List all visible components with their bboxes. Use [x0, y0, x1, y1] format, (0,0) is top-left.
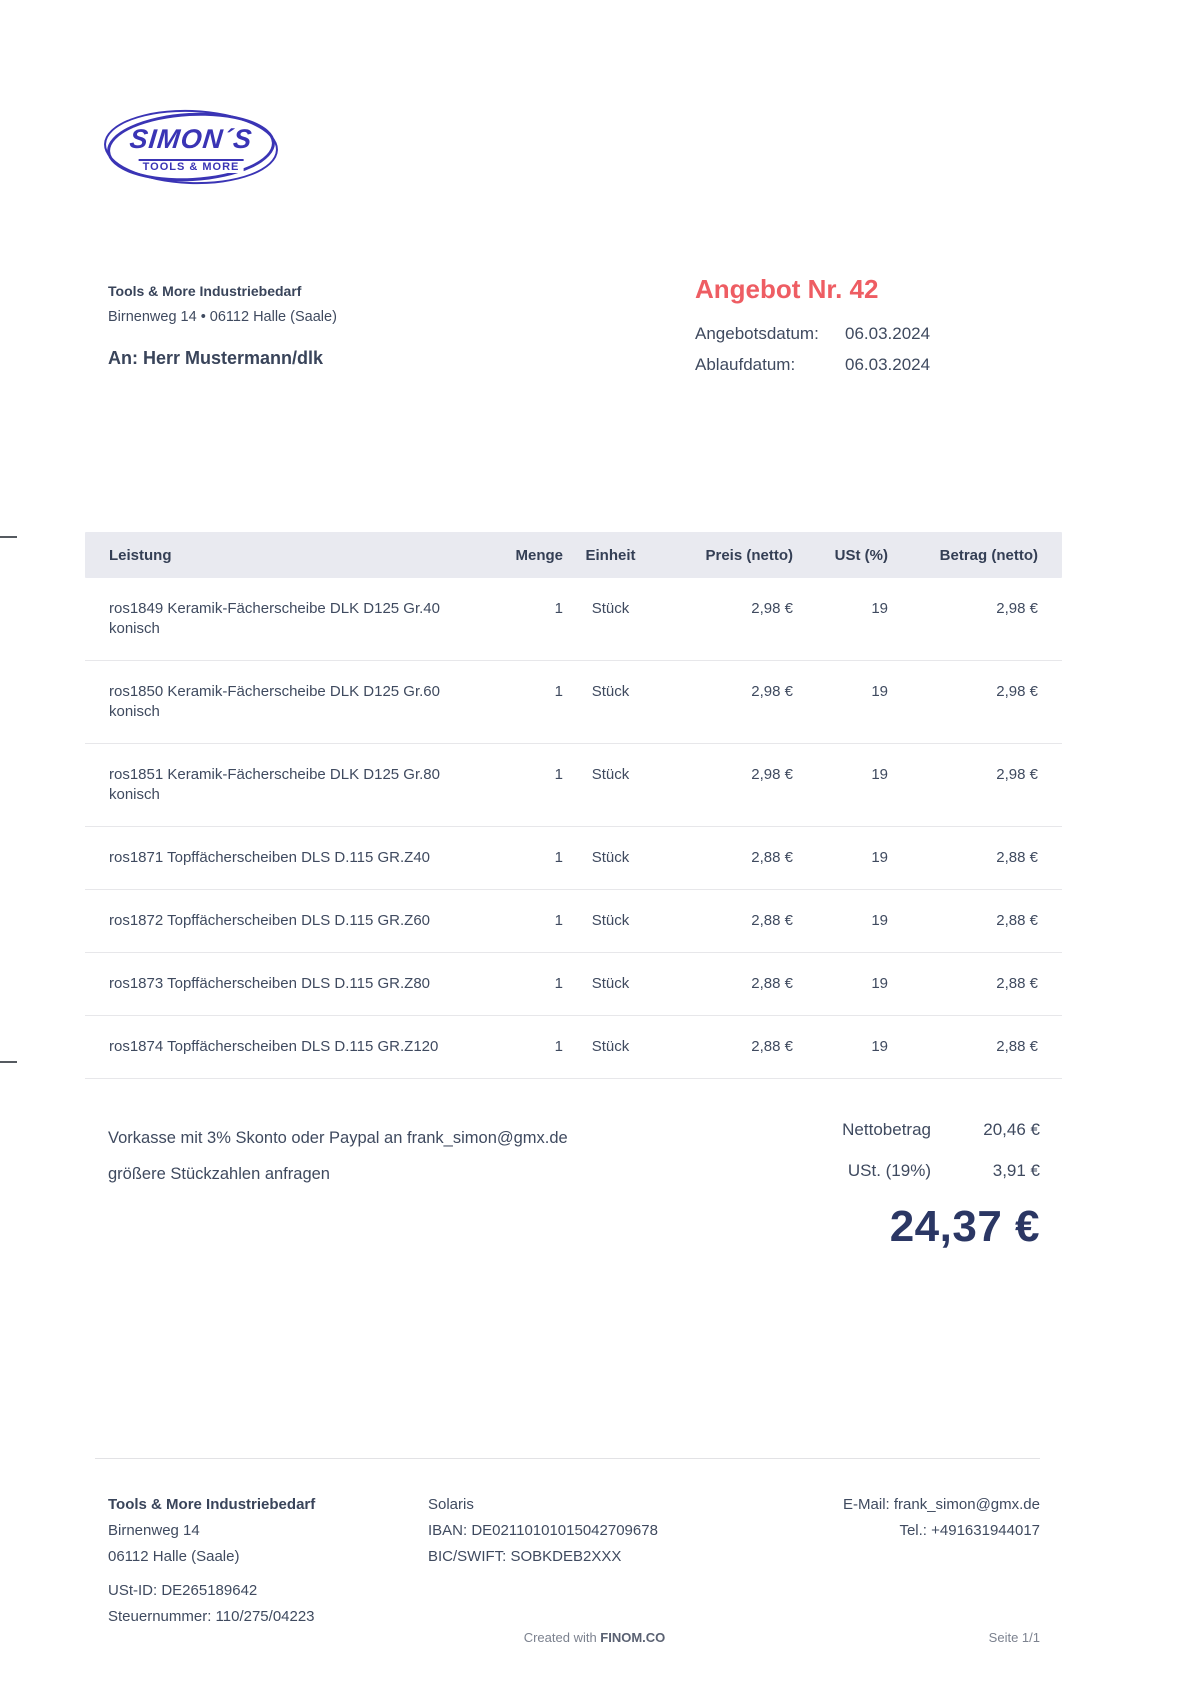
- cell-menge: 1: [554, 975, 563, 992]
- col-header-leistung: Leistung: [109, 546, 172, 564]
- offer-title: Angebot Nr. 42: [695, 274, 879, 304]
- cell-menge: 1: [554, 683, 563, 700]
- cell-betrag: 2,98 €: [996, 600, 1038, 617]
- col-header-preis: Preis (netto): [705, 546, 793, 564]
- col-header-ust: USt (%): [834, 546, 888, 564]
- cell-betrag: 2,88 €: [996, 1038, 1038, 1055]
- cell-einheit: Stück: [591, 1038, 630, 1055]
- cell-preis: 2,88 €: [751, 975, 793, 992]
- table-row: [85, 578, 1062, 661]
- footer-tax-number: Steuernummer: 110/275/04223: [108, 1608, 315, 1625]
- cell-menge: 1: [554, 766, 563, 783]
- footer-bic: BIC/SWIFT: SOBKDEB2XXX: [428, 1548, 622, 1565]
- grand-total: 24,37 €: [889, 1202, 1040, 1251]
- offer-date-label: Angebotsdatum:: [695, 324, 819, 343]
- col-header-menge: Menge: [515, 546, 563, 564]
- cell-ust: 19: [871, 766, 888, 783]
- cell-menge: 1: [554, 600, 563, 617]
- cell-ust: 19: [871, 1038, 888, 1055]
- cell-betrag: 2,98 €: [996, 766, 1038, 783]
- cell-preis: 2,98 €: [751, 766, 793, 783]
- col-header-betrag: Betrag (netto): [939, 546, 1038, 564]
- cell-leistung: ros1873 Topffächerscheiben DLS D.115 GR.Z80: [109, 975, 431, 992]
- cell-einheit: Stück: [591, 849, 630, 866]
- cell-leistung: ros1874 Topffächerscheiben DLS D.115 GR.Z120: [109, 1038, 439, 1055]
- cell-ust: 19: [871, 849, 888, 866]
- cell-preis: 2,88 €: [751, 912, 793, 929]
- logo-title: SIMON´S: [128, 124, 254, 154]
- net-total-value: 20,46 €: [983, 1120, 1040, 1139]
- cell-einheit: Stück: [591, 600, 630, 617]
- recipient-line: An: Herr Mustermann/dlk: [108, 348, 324, 368]
- footer-company-column: [108, 1492, 315, 1630]
- cell-betrag: 2,88 €: [996, 912, 1038, 929]
- company-logo: [104, 110, 278, 184]
- footer-divider: [95, 1458, 1040, 1459]
- cell-einheit: Stück: [591, 683, 630, 700]
- logo-subtitle: TOOLS & MORE: [139, 159, 244, 173]
- table-header-row: [85, 532, 1062, 578]
- cell-ust: 19: [871, 912, 888, 929]
- table-row: [85, 953, 1062, 1016]
- created-with-brand: FINOM.CO: [600, 1630, 666, 1645]
- cell-betrag: 2,98 €: [996, 683, 1038, 700]
- net-total-label: Nettobetrag: [842, 1120, 931, 1139]
- footer-bank-name: Solaris: [428, 1496, 474, 1513]
- cell-menge: 1: [554, 849, 563, 866]
- footer-contact-column: [843, 1492, 1040, 1544]
- footer-email: E-Mail: frank_simon@gmx.de: [843, 1496, 1040, 1513]
- footer-company-city: 06112 Halle (Saale): [108, 1548, 240, 1565]
- cell-menge: 1: [554, 1038, 563, 1055]
- cell-ust: 19: [871, 600, 888, 617]
- cell-einheit: Stück: [591, 766, 630, 783]
- sender-name: Tools & More Industriebedarf: [108, 283, 302, 299]
- offer-expiry-label: Ablaufdatum:: [695, 355, 796, 374]
- offer-expiry-value: 06.03.2024: [845, 355, 931, 374]
- fold-mark: [0, 1061, 17, 1063]
- table-row: [85, 744, 1062, 827]
- cell-ust: 19: [871, 683, 888, 700]
- footer-company-street: Birnenweg 14: [108, 1522, 200, 1539]
- footer-phone: Tel.: +491631944017: [899, 1522, 1040, 1539]
- cell-preis: 2,88 €: [751, 849, 793, 866]
- cell-leistung: ros1850 Keramik-Fächerscheibe DLK D125 Gr.60 konisch: [109, 683, 440, 720]
- footer-company-name: Tools & More Industriebedarf: [108, 1496, 316, 1513]
- table-row: [85, 890, 1062, 953]
- cell-betrag: 2,88 €: [996, 975, 1038, 992]
- cell-preis: 2,98 €: [751, 600, 793, 617]
- vat-label: USt. (19%): [847, 1161, 931, 1180]
- page-number: Seite 1/1: [988, 1630, 1040, 1645]
- cell-leistung: ros1849 Keramik-Fächerscheibe DLK D125 Gr.40 konisch: [109, 600, 440, 637]
- offer-expiry-row: [695, 355, 930, 375]
- totals-block: [842, 1120, 1040, 1252]
- col-header-einheit: Einheit: [585, 546, 636, 564]
- cell-preis: 2,88 €: [751, 1038, 793, 1055]
- offer-date-row: [695, 324, 930, 344]
- offer-date-value: 06.03.2024: [845, 324, 931, 343]
- cell-leistung: ros1871 Topffächerscheiben DLS D.115 GR.Z40: [109, 849, 431, 866]
- footer-vat-id: USt-ID: DE265189642: [108, 1582, 258, 1599]
- cell-preis: 2,98 €: [751, 683, 793, 700]
- cell-betrag: 2,88 €: [996, 849, 1038, 866]
- footer-bank-column: [428, 1492, 658, 1570]
- cell-ust: 19: [871, 975, 888, 992]
- net-total-row: [842, 1120, 1040, 1140]
- payment-notes: [108, 1120, 668, 1192]
- payment-note-line: größere Stückzahlen anfragen: [108, 1165, 330, 1183]
- table-row: [85, 661, 1062, 744]
- created-with-prefix: Created with: [523, 1630, 601, 1645]
- fold-mark: [0, 536, 17, 538]
- cell-menge: 1: [554, 912, 563, 929]
- vat-value: 3,91 €: [992, 1161, 1040, 1180]
- table-row: [85, 1016, 1062, 1079]
- cell-leistung: ros1872 Topffächerscheiben DLS D.115 GR.Z60: [109, 912, 431, 929]
- cell-einheit: Stück: [591, 912, 630, 929]
- vat-row: [842, 1161, 1040, 1181]
- offer-meta: [695, 324, 930, 386]
- sender-address: Birnenweg 14 • 06112 Halle (Saale): [108, 309, 337, 325]
- cell-leistung: ros1851 Keramik-Fächerscheibe DLK D125 Gr.80 konisch: [109, 766, 440, 803]
- cell-einheit: Stück: [591, 975, 630, 992]
- table-row: [85, 827, 1062, 890]
- footer-iban: IBAN: DE02110101015042709678: [428, 1522, 658, 1539]
- items-table: [85, 532, 1062, 1079]
- payment-note-line: Vorkasse mit 3% Skonto oder Paypal an frank_simon@gmx.de: [108, 1129, 568, 1147]
